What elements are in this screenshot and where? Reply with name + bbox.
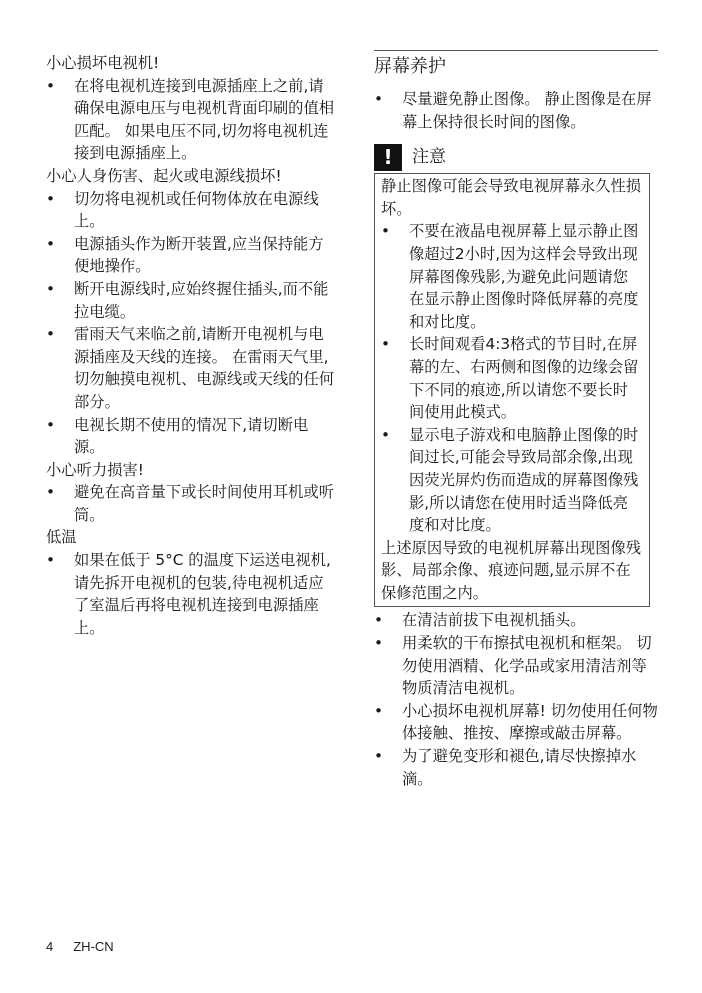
list-item: • 不要在液晶电视屏幕上显示静止图像超过2小时,因为这样会导致出现屏幕图像残影,为避免此问题请您在显示静止图像时降低屏幕的亮度和对比度。 — [381, 222, 639, 331]
bullet-icon: • — [46, 325, 56, 344]
caution-header — [374, 143, 658, 171]
bullet-icon: • — [381, 335, 391, 354]
heading-low-temp: 低温 — [46, 528, 77, 547]
list-screen-intro — [374, 88, 658, 133]
bullet-icon: • — [46, 551, 56, 570]
bullet-icon: • — [374, 747, 384, 766]
left-column — [46, 52, 336, 639]
list-low-temp — [46, 549, 336, 639]
caution-list — [381, 220, 643, 536]
list-item: • 断开电源线时,应始终握住插头,而不能拉电缆。 — [46, 279, 329, 321]
list-injury-fire — [46, 188, 336, 459]
list-item: • 电源插头作为断开装置,应当保持能方便地操作。 — [46, 234, 324, 276]
caution-footer: 上述原因导致的电视机屏幕出现图像残影、局部余像、痕迹问题,显示屏不在保修范围之内。 — [381, 538, 642, 602]
caution-title: 注意 — [412, 147, 446, 168]
heading-tv-damage: 小心损坏电视机! — [46, 54, 160, 72]
list-cleaning — [374, 609, 658, 790]
page-number: 4 — [46, 939, 54, 954]
bullet-icon: • — [46, 279, 56, 298]
list-item: • 小心损坏电视机屏幕! 切勿使用任何物体接触、推按、摩擦或敲击屏幕。 — [374, 701, 658, 743]
list-tv-damage — [46, 75, 336, 165]
bullet-icon: • — [46, 234, 56, 253]
language-code: ZH-CN — [73, 939, 114, 954]
list-item: • 尽量避免静止图像。 静止图像是在屏幕上保持很长时间的图像。 — [374, 90, 652, 131]
bullet-icon: • — [374, 634, 384, 653]
section-title-screen-care: 屏幕养护 — [374, 50, 658, 80]
bullet-icon: • — [46, 76, 56, 95]
list-item: • 显示电子游戏和电脑静止图像的时间过长,可能会导致局部余像,出现因荧光屏灼伤而造成的屏幕图像残影,所以请您在使用时适当降低亮度和对比度。 — [381, 425, 639, 535]
bullet-icon: • — [46, 483, 56, 502]
bullet-icon: • — [46, 189, 56, 208]
list-item: • 雷雨天气来临之前,请断开电视机与电源插座及天线的连接。 在雷雨天气里,切勿触摸电视机、电源线或天线的任何部分。 — [46, 325, 335, 411]
list-item: • 电视长期不使用的情况下,请切断电源。 — [46, 415, 309, 457]
list-item: • 避免在高音量下或长时间使用耳机或听筒。 — [46, 483, 335, 524]
list-hearing — [46, 481, 336, 526]
bullet-icon: • — [374, 611, 384, 630]
list-item: • 为了避免变形和褪色,请尽快擦掉水滴。 — [374, 747, 637, 788]
right-column — [374, 50, 658, 790]
heading-hearing: 小心听力损害! — [46, 460, 144, 479]
heading-injury-fire: 小心人身伤害、起火或电源线损坏! — [46, 166, 282, 185]
bullet-icon: • — [374, 90, 384, 108]
list-item: • 用柔软的干布擦拭电视机和框架。 切勿使用酒精、化学品或家用清洁剂等物质清洁电视机。 — [374, 634, 652, 698]
bullet-icon: • — [381, 425, 391, 444]
list-item: • 在清洁前拔下电视机插头。 — [374, 609, 658, 632]
page-footer — [46, 939, 114, 954]
caution-lead: 静止图像可能会导致电视屏幕永久性损坏。 — [381, 177, 642, 218]
bullet-icon: • — [46, 415, 56, 434]
bullet-icon: • — [381, 222, 391, 241]
caution-icon: ! — [374, 144, 402, 171]
list-item: • 切勿将电视机或任何物体放在电源线上。 — [46, 189, 319, 231]
list-item: • 在将电视机连接到电源插座上之前,请确保电源电压与电视机背面印刷的值相匹配。 如果电压不同,切勿将电视机连接到电源插座上。 — [46, 76, 335, 163]
list-item: • 长时间观看4:3格式的节目时,在屏幕的左、右两侧和图像的边缘会留下不同的痕迹,所以请您不要长时间使用此模式。 — [381, 335, 639, 422]
caution-box — [374, 173, 650, 607]
list-item: • 如果在低于 5°C 的温度下运送电视机,请先拆开电视机的包装,待电视机适应了室温后再将电视机连接到电源插座上。 — [46, 551, 331, 637]
bullet-icon: • — [374, 701, 384, 720]
